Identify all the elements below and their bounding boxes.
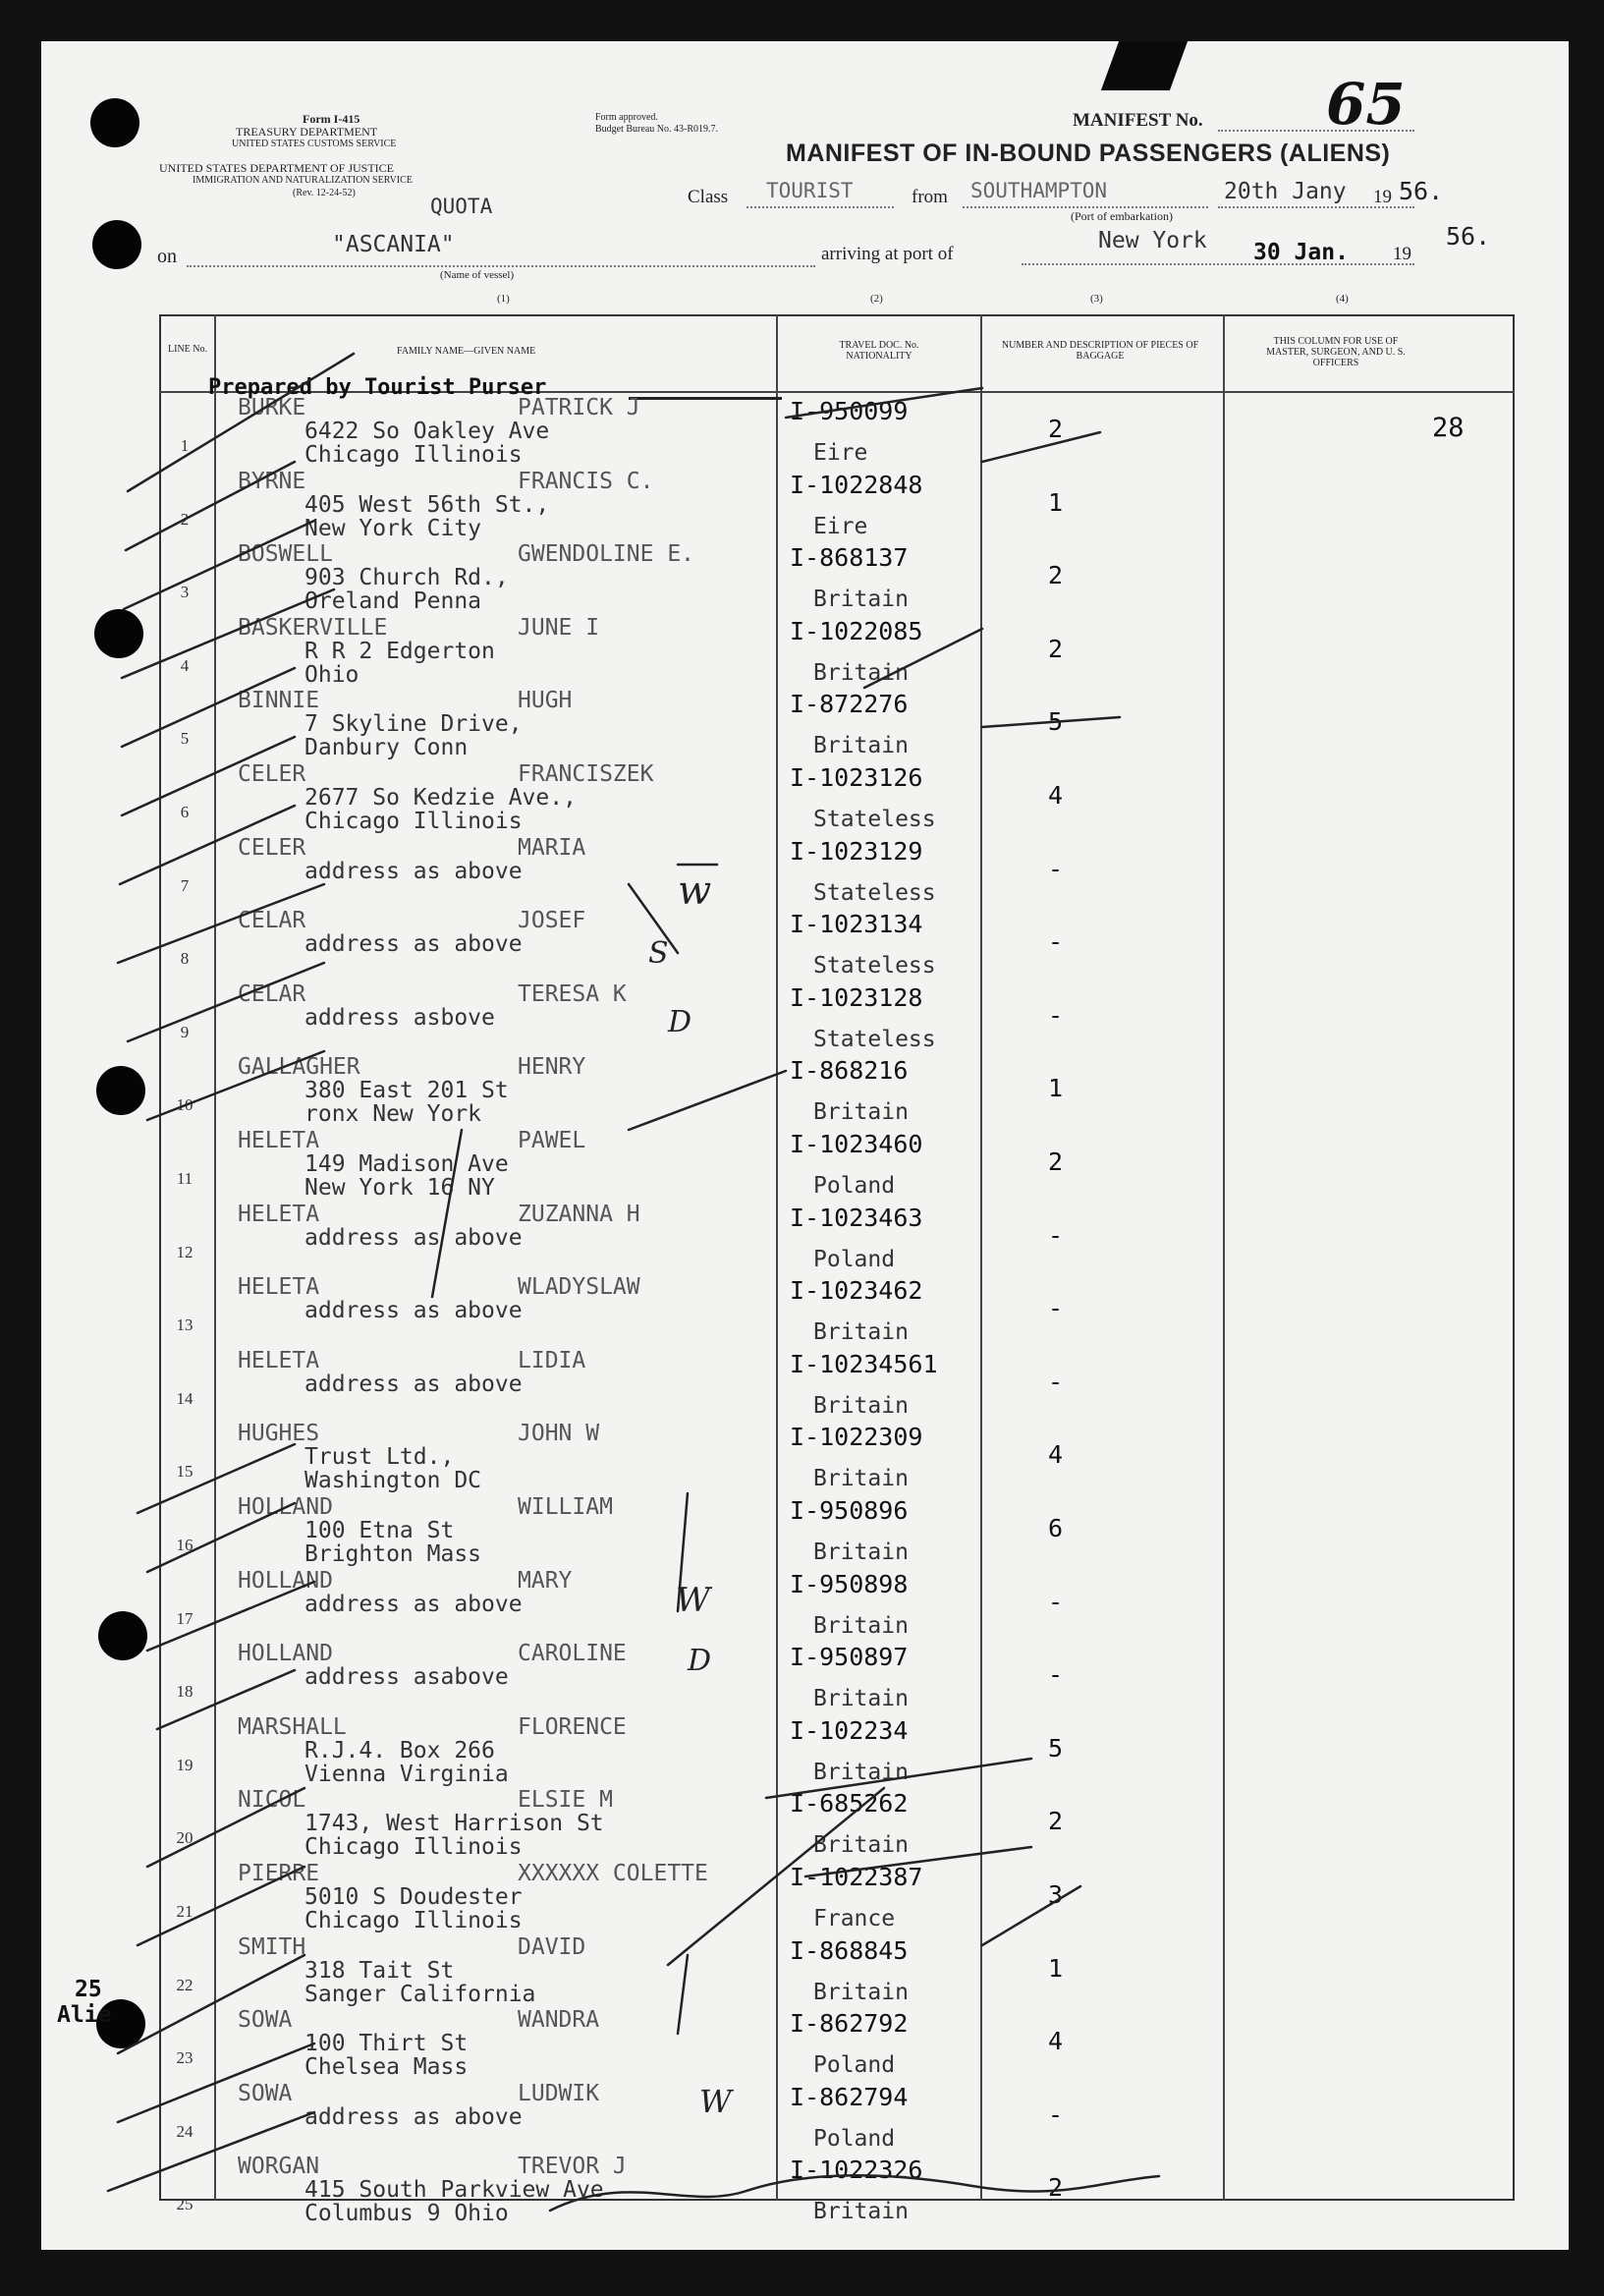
given-name: WILLIAM (518, 1494, 613, 1520)
table-row (159, 1419, 1515, 1494)
address-line-2: New York 16 NY (304, 1175, 495, 1201)
punch-hole (94, 609, 143, 658)
nationality: Poland (813, 2052, 896, 2079)
col-name: FAMILY NAME—GIVEN NAME (397, 346, 536, 357)
year-prefix: 19 (1373, 187, 1392, 207)
col-number-2: (2) (870, 293, 883, 305)
given-name: ELSIE M (518, 1787, 613, 1814)
table-row (159, 1859, 1515, 1932)
address-line-1: 1743, West Harrison St (304, 1811, 604, 1837)
travel-doc-number: I-950099 (790, 397, 909, 425)
baggage-count: - (1048, 854, 1064, 883)
nationality: Eire (813, 440, 868, 466)
line-number: 12 (176, 1242, 194, 1261)
baggage-count: 2 (1048, 1807, 1064, 1836)
form-approved: Form approved. (595, 112, 658, 123)
table-row (159, 833, 1515, 906)
baggage-count: 2 (1048, 2173, 1064, 2203)
line-number: 2 (180, 509, 190, 529)
col-travel-doc: TRAVEL DOC. No. NATIONALITY (839, 340, 919, 362)
address-line-2: Ohio (304, 661, 360, 688)
svg-text:w: w (678, 868, 712, 914)
travel-doc-number: I-1022085 (790, 616, 923, 645)
form-number: Form I-415 (303, 112, 360, 126)
arriving-label: arriving at port of (821, 244, 954, 264)
family-name: BOSWELL (238, 541, 333, 568)
line-number: 19 (176, 1755, 194, 1774)
address-line-2: Sanger California (304, 1981, 536, 2007)
travel-doc-number: I-1023128 (790, 982, 923, 1012)
address-line-1: R R 2 Edgerton (304, 638, 495, 664)
table-row (159, 1785, 1515, 1861)
address-line-1: 100 Thirt St (304, 2031, 469, 2057)
nationality: Britain (813, 1832, 909, 1859)
given-name: JOSEF (518, 908, 586, 934)
address-line-1: 405 West 56th St., (304, 491, 550, 518)
line-number: 11 (176, 1169, 194, 1188)
baggage-count: 1 (1048, 1953, 1064, 1983)
address-line-1: address as above (304, 1298, 523, 1324)
address-line-1: R.J.4. Box 266 (304, 1737, 495, 1764)
line-number: 18 (176, 1682, 194, 1702)
line-number: 7 (180, 875, 190, 895)
given-name: DAVID (518, 1933, 586, 1960)
given-name: HENRY (518, 1054, 586, 1081)
line-number: 16 (176, 1536, 194, 1554)
given-name: MARY (518, 1567, 573, 1594)
travel-doc-number: I-1022326 (790, 2156, 923, 2185)
line-number: 17 (176, 1608, 194, 1628)
table-row (159, 1566, 1515, 1639)
table-row (159, 2005, 1515, 2081)
address-line-1: 2677 So Kedzie Ave., (304, 785, 577, 811)
nationality: Britain (813, 1099, 909, 1126)
travel-doc-number: I-102234 (790, 1715, 909, 1745)
nationality: Eire (813, 513, 868, 539)
arrival-year-prefix: 19 (1393, 244, 1411, 264)
given-name: FLORENCE (518, 1713, 627, 1740)
given-name: GWENDOLINE E. (518, 541, 695, 568)
family-name: CELER (238, 834, 306, 861)
address-line-1: Trust Ltd., (304, 1444, 455, 1471)
line-number: 14 (176, 1388, 194, 1408)
col-baggage: NUMBER AND DESCRIPTION OF PIECES OF BAGGAGE (1001, 340, 1199, 362)
treasury-dept: TREASURY DEPARTMENT (236, 125, 378, 139)
aliens-label: Alie (57, 2002, 112, 2028)
family-name: BINNIE (238, 688, 320, 714)
nationality: Britain (813, 733, 909, 759)
travel-doc-number: I-868137 (790, 543, 909, 573)
nationality: Britain (813, 1392, 909, 1419)
table-row (159, 393, 1515, 466)
svg-text:W: W (676, 1581, 710, 1620)
table-row (159, 1126, 1515, 1199)
nationality: Stateless (813, 807, 936, 832)
nationality: Britain (813, 587, 909, 613)
baggage-count: - (1048, 1294, 1064, 1323)
family-name: BURKE (238, 395, 306, 420)
nationality: Britain (813, 1319, 909, 1346)
address-line-2: Chelsea Mass (304, 2054, 469, 2081)
table-row (159, 1052, 1515, 1128)
travel-doc-number: I-1023460 (790, 1130, 923, 1158)
given-name: LUDWIK (518, 2080, 600, 2106)
class-label: Class (688, 187, 729, 207)
revision: (Rev. 12-24-52) (293, 188, 356, 198)
arrival-line (1022, 263, 1414, 265)
nationality: Britain (813, 1612, 909, 1639)
family-name: HELETA (238, 1274, 320, 1301)
line-number: 9 (180, 1022, 190, 1041)
officer-note: 28 (1432, 413, 1465, 443)
travel-doc-number: I-10234561 (790, 1349, 938, 1378)
address-line-2: Chicago Illinois (304, 1908, 523, 1933)
baggage-count: 5 (1048, 1733, 1064, 1763)
baggage-count: - (1048, 1000, 1064, 1030)
baggage-count: - (1048, 1220, 1064, 1250)
travel-doc-number: I-685262 (790, 1789, 909, 1819)
given-name: PAWEL (518, 1128, 586, 1153)
baggage-count: 1 (1048, 487, 1064, 517)
nationality: France (813, 1906, 896, 1932)
nationality: Britain (813, 1759, 909, 1785)
col-number-4: (4) (1336, 293, 1349, 305)
baggage-count: 2 (1048, 1148, 1064, 1176)
family-name: PIERRE (238, 1861, 320, 1886)
punch-hole (92, 220, 141, 269)
address-line-1: 380 East 201 St (304, 1078, 509, 1104)
line-number: 20 (176, 1828, 194, 1848)
line-number: 13 (176, 1316, 194, 1335)
baggage-count: 5 (1048, 707, 1064, 737)
from-label: from (912, 187, 948, 207)
nationality: Stateless (813, 879, 936, 906)
svg-text:W: W (699, 2083, 732, 2120)
address-line-2: ronx New York (304, 1101, 482, 1128)
line-number: 23 (176, 2048, 194, 2068)
ins-service: IMMIGRATION AND NATURALIZATION SERVICE (193, 175, 413, 186)
address-line-1: 149 Madison Ave (304, 1151, 509, 1177)
table-row (159, 1932, 1515, 2005)
address-line-1: 5010 S Doudester (304, 1884, 523, 1910)
vessel-name: "ASCANIA" (332, 232, 455, 257)
address-line-1: address as above (304, 858, 523, 884)
travel-doc-number: I-1023463 (790, 1203, 923, 1232)
family-name: BASKERVILLE (238, 614, 388, 641)
given-name: TREVOR J (518, 2154, 627, 2180)
family-name: CELER (238, 761, 306, 787)
prepared-by: Prepared by Tourist Purser (208, 375, 547, 400)
baggage-count: 4 (1048, 1440, 1064, 1470)
svg-text:D: D (688, 1644, 712, 1678)
family-name: HELETA (238, 1201, 320, 1227)
travel-doc-number: I-950897 (790, 1643, 909, 1672)
travel-doc-number: I-1022848 (790, 470, 923, 499)
travel-doc-number: I-872276 (790, 690, 909, 719)
table-row (159, 539, 1515, 615)
address-line-1: 415 South Parkview Ave (304, 2177, 604, 2204)
given-name: PATRICK J (518, 395, 640, 420)
given-name: HUGH (518, 688, 573, 714)
line-number: 6 (180, 803, 190, 821)
from-line (963, 206, 1208, 208)
given-name: FRANCISZEK (518, 761, 654, 787)
col-line-no: LINE No. (168, 344, 207, 355)
family-name: CELAR (238, 908, 306, 934)
quota-stamp: QUOTA (430, 195, 493, 218)
baggage-count: 3 (1048, 1880, 1064, 1909)
col-number-3: (3) (1090, 293, 1103, 305)
on-label: on (157, 246, 177, 267)
manifest-number: 65 (1326, 71, 1406, 138)
manifest-no-label: MANIFEST No. (1073, 110, 1203, 131)
address-line-2: Chicago Illinois (304, 442, 523, 468)
given-name: WANDRA (518, 2007, 600, 2034)
table-row (159, 2079, 1515, 2152)
family-name: HOLLAND (238, 1567, 333, 1594)
table-row (159, 613, 1515, 686)
given-name: LIDIA (518, 1347, 586, 1373)
address-line-2: New York City (304, 515, 482, 541)
baggage-count: - (1048, 2100, 1064, 2129)
given-name: JOHN W (518, 1421, 600, 1447)
given-name: WLADYSLAW (518, 1274, 640, 1301)
travel-doc-number: I-868845 (790, 1935, 909, 1965)
port-embarkation-caption: (Port of embarkation) (1071, 209, 1173, 223)
svg-text:D: D (668, 1005, 692, 1039)
punch-hole (98, 1611, 147, 1660)
travel-doc-number: I-862792 (790, 2009, 909, 2039)
departure-year: 56. (1399, 177, 1444, 205)
class-line (747, 206, 894, 208)
baggage-count: - (1048, 1587, 1064, 1616)
svg-text:S: S (648, 936, 669, 971)
justice-dept: UNITED STATES DEPARTMENT OF JUSTICE (159, 161, 395, 175)
table-row (159, 1346, 1515, 1419)
travel-doc-number: I-1022387 (790, 1863, 923, 1891)
baggage-count: - (1048, 1660, 1064, 1690)
baggage-count: 6 (1048, 1514, 1064, 1542)
family-name: CELAR (238, 980, 306, 1007)
table-row (159, 1712, 1515, 1785)
family-name: SMITH (238, 1933, 306, 1960)
nationality: Poland (813, 1246, 896, 1272)
nationality: Britain (813, 1686, 909, 1712)
line-number: 10 (176, 1095, 194, 1115)
address-line-2: Vienna Virginia (304, 1761, 509, 1787)
baggage-count: 4 (1048, 2027, 1064, 2056)
nationality: Stateless (813, 953, 936, 980)
family-name: HOLLAND (238, 1494, 333, 1520)
travel-doc-number: I-1023126 (790, 763, 923, 792)
table-row (159, 1492, 1515, 1565)
travel-doc-number: I-868216 (790, 1056, 909, 1086)
nationality: Britain (813, 1540, 909, 1565)
address-line-1: 100 Etna St (304, 1518, 455, 1543)
family-name: BYRNE (238, 468, 306, 494)
nationality: Britain (813, 659, 909, 686)
nationality: Britain (813, 1466, 909, 1492)
line-number: 21 (176, 1902, 194, 1921)
family-name: SOWA (238, 2007, 293, 2034)
line-number: 5 (180, 729, 190, 749)
given-name: XXXXXX COLETTE (518, 1861, 708, 1886)
given-name: ZUZANNA H (518, 1201, 640, 1227)
travel-doc-number: I-1023462 (790, 1276, 923, 1306)
travel-doc-number: I-1023129 (790, 836, 923, 866)
address-line-1: 903 Church Rd., (304, 565, 509, 591)
col-number-1: (1) (497, 293, 510, 305)
family-name: GALLAGHER (238, 1054, 360, 1081)
vessel-line (187, 265, 815, 267)
class-value: TOURIST (766, 179, 854, 202)
family-name: NICOL (238, 1787, 306, 1814)
nationality: Britain (813, 1979, 909, 2005)
address-line-2: Oreland Penna (304, 588, 482, 615)
baggage-count: 2 (1048, 415, 1064, 443)
travel-doc-number: I-950896 (790, 1496, 909, 1525)
table-row (159, 980, 1515, 1052)
line-number: 25 (176, 2195, 194, 2214)
budget-bureau: Budget Bureau No. 43-R019.7. (595, 124, 718, 135)
address-line-2: Washington DC (304, 1468, 482, 1494)
address-line-1: address asbove (304, 1004, 495, 1031)
nationality: Poland (813, 1173, 896, 1199)
col-officers: THIS COLUMN FOR USE OF MASTER, SURGEON, AND U. S. OFFICERS (1266, 336, 1406, 368)
table-row (159, 1200, 1515, 1272)
line-number: 8 (180, 949, 190, 969)
table-row (159, 1639, 1515, 1711)
family-name: HOLLAND (238, 1641, 333, 1667)
table-row (159, 467, 1515, 539)
address-line-1: address as above (304, 931, 523, 958)
aliens-count: 25 (75, 1977, 102, 2002)
arrival-year: 56. (1446, 222, 1491, 251)
baggage-count: 2 (1048, 561, 1064, 590)
address-line-1: 318 Tait St (304, 1957, 455, 1984)
arrival-port: New York (1098, 228, 1207, 253)
family-name: HELETA (238, 1347, 320, 1373)
line-number: 24 (176, 2121, 194, 2141)
vessel-caption: (Name of vessel) (440, 269, 515, 281)
given-name: MARIA (518, 834, 586, 861)
nationality: Poland (813, 2125, 896, 2152)
address-line-1: address as above (304, 1224, 523, 1251)
family-name: HUGHES (238, 1421, 320, 1447)
table-row (159, 759, 1515, 832)
address-line-1: 6422 So Oakley Ave (304, 419, 550, 444)
family-name: MARSHALL (238, 1713, 347, 1740)
line-number: 1 (180, 436, 190, 455)
address-line-1: address as above (304, 1591, 523, 1617)
travel-doc-number: I-1022309 (790, 1423, 923, 1452)
baggage-count: - (1048, 1367, 1064, 1396)
address-line-1: address as above (304, 1371, 523, 1397)
port-of-embarkation: SOUTHAMPTON (970, 179, 1108, 202)
line-number: 15 (176, 1462, 194, 1482)
table-row (159, 906, 1515, 979)
address-line-2: Columbus 9 Ohio (304, 2201, 509, 2227)
address-line-1: address as above (304, 2103, 523, 2130)
travel-doc-number: I-1023134 (790, 910, 923, 939)
given-name: JUNE I (518, 614, 600, 641)
nationality: Stateless (813, 1026, 936, 1052)
address-line-2: Chicago Illinois (304, 809, 523, 834)
table-row (159, 2152, 1515, 2227)
nationality: Britain (813, 2199, 909, 2225)
travel-doc-number: I-862794 (790, 2082, 909, 2111)
line-number: 4 (180, 655, 190, 675)
address-line-2: Danbury Conn (304, 735, 469, 761)
arrival-date: 30 Jan. (1253, 240, 1349, 265)
address-line-2: Brighton Mass (304, 1541, 482, 1567)
baggage-count: 4 (1048, 781, 1064, 810)
table-row (159, 686, 1515, 761)
departure-date: 20th Jany (1224, 179, 1347, 204)
customs-service: UNITED STATES CUSTOMS SERVICE (232, 139, 397, 149)
given-name: TERESA K (518, 980, 627, 1007)
punch-hole (90, 98, 139, 147)
family-name: WORGAN (238, 2154, 320, 2180)
given-name: FRANCIS C. (518, 468, 654, 494)
baggage-count: 1 (1048, 1074, 1064, 1103)
address-line-1: 7 Skyline Drive, (304, 711, 523, 738)
address-line-1: address asabove (304, 1664, 509, 1691)
punch-hole (96, 1066, 145, 1115)
line-number: 3 (180, 583, 190, 602)
travel-doc-number: I-950898 (790, 1569, 909, 1598)
manifest-title: MANIFEST OF IN-BOUND PASSENGERS (ALIENS) (786, 140, 1391, 167)
family-name: HELETA (238, 1128, 320, 1153)
line-number: 22 (176, 1975, 194, 1994)
address-line-2: Chicago Illinois (304, 1834, 523, 1861)
family-name: SOWA (238, 2080, 293, 2106)
baggage-count: - (1048, 927, 1064, 957)
table-row (159, 1272, 1515, 1345)
baggage-count: 2 (1048, 634, 1064, 663)
given-name: CAROLINE (518, 1641, 627, 1667)
